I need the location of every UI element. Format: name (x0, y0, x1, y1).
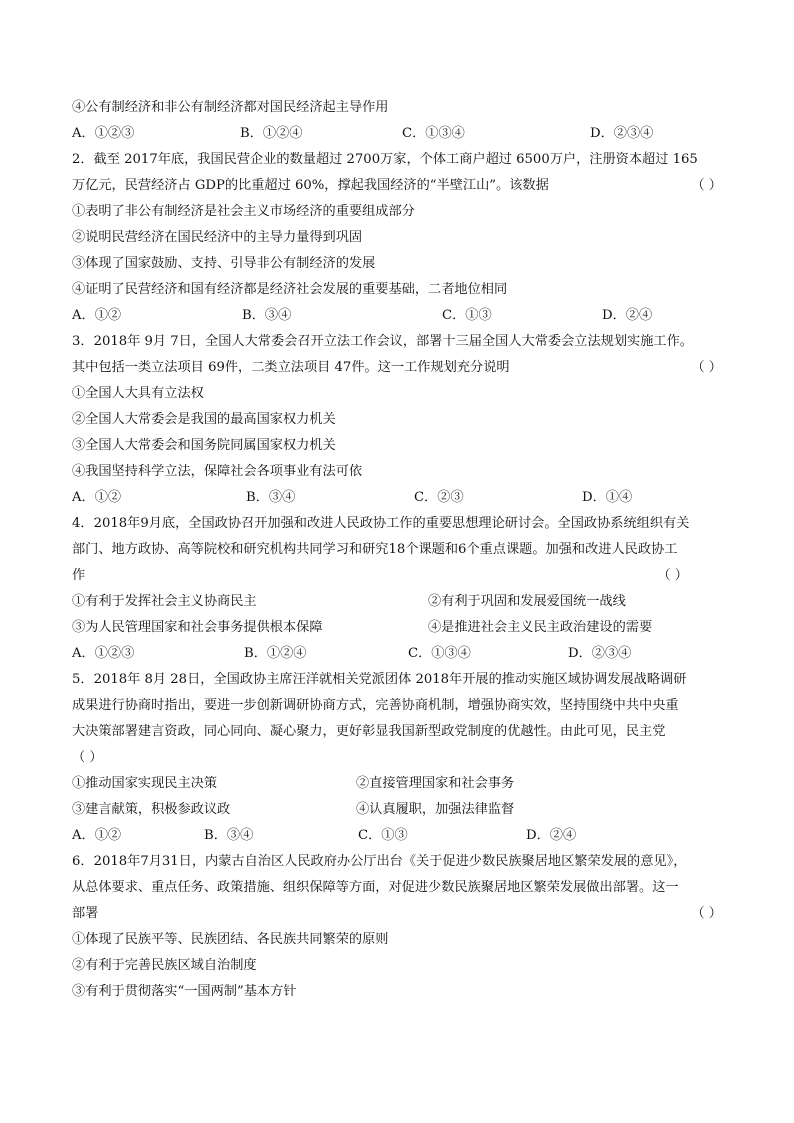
q3-option-c[interactable]: C．②③ (414, 490, 464, 505)
q6-statement-1: ①体现了民族平等、民族团结、各民族共同繁荣的原则 (72, 932, 389, 947)
q1-option-a[interactable]: A．①②③ (72, 126, 135, 141)
q5-stem-line-2: 成果进行协商时指出，要进一步创新调研协商方式，完善协商机制，增强协商实效，坚持围绕中共中央重 (72, 698, 679, 713)
q3-answer-paren[interactable]: （ ） (691, 360, 722, 375)
q2-statement-4: ④证明了民营经济和国有经济都是经济社会发展的重要基础，二者地位相同 (72, 282, 508, 297)
q4-stem-text: 作 (72, 568, 86, 583)
q5-option-c[interactable]: C．①③ (358, 828, 408, 843)
q4-stem-line-3 (72, 565, 722, 587)
q3-statement-3: ③全国人大常委会和国务院同属国家权力机关 (72, 438, 336, 453)
q2-option-c[interactable]: C．①③ (442, 308, 492, 323)
q2-statement-1: ①表明了非公有制经济是社会主义市场经济的重要组成部分 (72, 204, 415, 219)
q5-statements-row-2 (72, 799, 722, 821)
q3-statement-4: ④我国坚持科学立法，保障社会各项事业有法可依 (72, 464, 363, 479)
q2-statement-2: ②说明民营经济在国民经济中的主导力量得到巩固 (72, 230, 363, 245)
q5-option-d[interactable]: D．②④ (526, 828, 577, 843)
q5-statement-1: ①推动国家实现民主决策 (72, 776, 218, 791)
q5-options (72, 825, 722, 847)
q3-options (72, 487, 722, 509)
q4-statement-3: ③为人民管理国家和社会事务提供根本保障 (72, 620, 323, 635)
q4-stem-line-2: 部门、地方政协、高等院校和研究机构共同学习和研究18个课题和6个重点课题。加强和改进人民政协工 (72, 542, 678, 557)
q4-options (72, 643, 722, 665)
q3-option-a[interactable]: A．①② (72, 490, 122, 505)
q6-stem-text: 部署 (72, 906, 99, 921)
q5-statement-4: ④认真履职，加强法律监督 (356, 802, 515, 817)
q4-stem-line-1: 4．2018年9月底，全国政协召开加强和改进人民政协工作的重要思想理论研讨会。全国政协系统组织有关 (72, 516, 690, 531)
q4-statement-4: ④是推进社会主义民主政治建设的需要 (428, 620, 653, 635)
q2-options (72, 305, 722, 327)
q1-options (72, 123, 722, 145)
q4-statements-row-1 (72, 591, 722, 613)
q2-option-a[interactable]: A．①② (72, 308, 122, 323)
q3-stem-text: 其中包括一类立法项目 69件，二类立法项目 47件。这一工作规划充分说明 (72, 360, 510, 375)
q4-option-c[interactable]: C．①③④ (408, 646, 471, 661)
q2-option-b[interactable]: B．③④ (242, 308, 292, 323)
q5-answer-paren[interactable]: （ ） (72, 750, 103, 765)
q3-stem-line-1: 3．2018年 9月 7日，全国人大常委会召开立法工作会议，部署十三届全国人大常委会立法规划实施工作。 (72, 334, 693, 349)
q4-statements-row-2 (72, 617, 722, 639)
q6-statement-2: ②有利于完善民族区域自治制度 (72, 958, 257, 973)
q1-option-c[interactable]: C．①③④ (402, 126, 465, 141)
q3-statement-2: ②全国人大常委会是我国的最高国家权力机关 (72, 412, 336, 427)
q4-option-d[interactable]: D．②③④ (568, 646, 632, 661)
q6-answer-paren[interactable]: （ ） (691, 906, 722, 921)
q2-option-d[interactable]: D．②④ (602, 308, 653, 323)
q2-statement-3: ③体现了国家鼓励、支持、引导非公有制经济的发展 (72, 256, 376, 271)
q4-answer-paren[interactable]: （ ） (657, 568, 688, 583)
q1-option-b[interactable]: B．①②④ (240, 126, 303, 141)
q4-option-b[interactable]: B．①②④ (244, 646, 307, 661)
q3-option-b[interactable]: B．③④ (246, 490, 296, 505)
q5-stem-line-3: 大决策部署建言资政，同心同向、凝心聚力，更好彰显我国新型政党制度的优越性。由此可见，民主党 (72, 724, 666, 739)
q2-answer-paren[interactable]: （ ） (691, 178, 722, 193)
q5-option-a[interactable]: A．①② (72, 828, 122, 843)
q3-stem-line-2 (72, 357, 722, 379)
q5-stem-line-1: 5．2018年 8月 28日，全国政协主席汪洋就相关党派团体 2018年开展的推动实施区域协调发展战略调研 (72, 672, 687, 687)
q2-stem-line-1: 2．截至 2017年底，我国民营企业的数量超过 2700万家，个体工商户超过 6500万户，注册资本超过 165 (72, 152, 698, 167)
q4-statement-1: ①有利于发挥社会主义协商民主 (72, 594, 257, 609)
q2-stem-text: 万亿元，民营经济占 GDP的比重超过 60%，撑起我国经济的“半壁江山”。该数据 (72, 178, 549, 193)
q5-option-b[interactable]: B．③④ (204, 828, 254, 843)
q2-stem-line-2 (72, 175, 722, 197)
q3-option-d[interactable]: D．①④ (582, 490, 633, 505)
q4-statement-2: ②有利于巩固和发展爱国统一战线 (428, 594, 626, 609)
q1-option-d[interactable]: D．②③④ (590, 126, 654, 141)
q1-statement-4: ④公有制经济和非公有制经济都对国民经济起主导作用 (72, 100, 389, 115)
q5-stem-line-4 (72, 747, 722, 769)
q6-stem-line-3 (72, 903, 722, 925)
q5-statements-row-1 (72, 773, 722, 795)
q6-stem-line-1: 6．2018年7月31日，内蒙古自治区人民政府办公厅出台《关于促进少数民族聚居地区繁荣发展的意见》， (72, 854, 687, 869)
q5-statement-2: ②直接管理国家和社会事务 (356, 776, 515, 791)
q6-stem-line-2: 从总体要求、重点任务、政策措施、组织保障等方面，对促进少数民族聚居地区繁荣发展做出部署。这一 (72, 880, 679, 895)
q3-statement-1: ①全国人大具有立法权 (72, 386, 204, 401)
q6-statement-3: ③有利于贯彻落实“一国两制”基本方针 (72, 984, 297, 999)
q4-option-a[interactable]: A．①②③ (72, 646, 135, 661)
q5-statement-3: ③建言献策，积极参政议政 (72, 802, 231, 817)
